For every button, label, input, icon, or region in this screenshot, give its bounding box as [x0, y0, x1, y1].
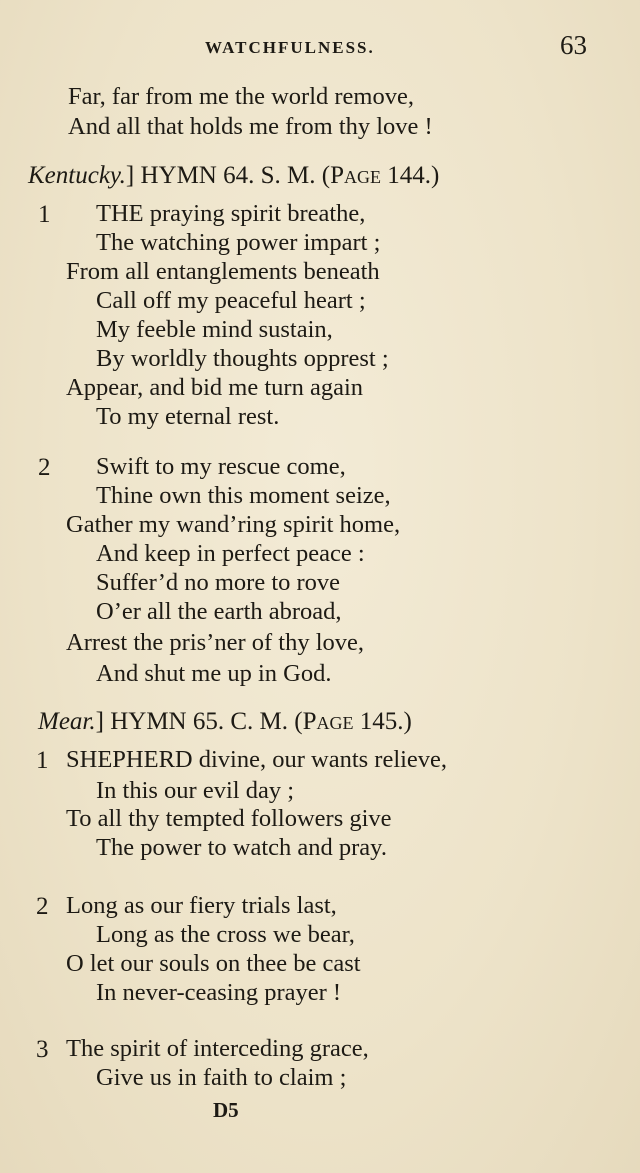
tune-name: Mear. — [38, 708, 96, 735]
verse-line: Call off my peaceful heart ; — [96, 287, 366, 314]
page-ref-number: 144.) — [380, 162, 440, 189]
hymn-64-heading — [28, 163, 439, 188]
verse-line: Suffer’d no more to rove — [96, 569, 341, 596]
verse-number: 1 — [36, 747, 49, 774]
verse-line: The power to watch and pray. — [96, 834, 387, 861]
verse-line: Long as our fiery trials last, — [66, 892, 337, 919]
verse-line: My feeble mind sustain, — [96, 316, 333, 343]
tune-name: Kentucky. — [28, 162, 126, 189]
verse-number: 2 — [38, 454, 51, 481]
page-ref-word: Page — [302, 708, 354, 735]
page-ref-number: 145.) — [353, 708, 412, 735]
verse-line: SHEPHERD divine, our wants relieve, — [66, 746, 448, 773]
verse-line: To all thy tempted followers give — [66, 805, 392, 832]
verse-number: 1 — [38, 201, 51, 228]
verse-line: And keep in perfect peace : — [96, 540, 365, 567]
hymn-title: HYMN 64. S. M. — [140, 162, 316, 189]
signature-mark: D5 — [213, 1098, 239, 1122]
carryover-line: And all that holds me from thy love ! — [68, 113, 433, 140]
hymn-title: HYMN 65. C. M. — [110, 708, 289, 735]
bracket: ] — [125, 162, 135, 189]
verse-line: By worldly thoughts opprest ; — [96, 345, 389, 372]
verse-line: In this our evil day ; — [96, 777, 295, 804]
verse-line: And shut me up in God. — [96, 660, 332, 687]
page-ref-open: ( — [321, 162, 331, 189]
verse-line: From all entanglements beneath — [66, 258, 380, 285]
hymn-65-heading — [38, 709, 412, 734]
verse-number: 3 — [36, 1036, 49, 1063]
verse-line: Arrest the pris’ner of thy love, — [66, 629, 364, 656]
verse-line: Thine own this moment seize, — [96, 482, 391, 509]
verse-line: THE praying spirit breathe, — [96, 200, 366, 227]
carryover-line: Far, far from me the world remove, — [68, 83, 414, 110]
verse-line: In never-ceasing prayer ! — [96, 979, 342, 1006]
verse-line: Gather my wand’ring spirit home, — [66, 511, 401, 538]
verse-line: To my eternal rest. — [96, 403, 280, 430]
verse-line: O’er all the earth abroad, — [96, 598, 342, 625]
verse-line: Give us in faith to claim ; — [96, 1064, 347, 1091]
verse-line: The spirit of interceding grace, — [66, 1035, 369, 1062]
page-ref-word: Page — [330, 162, 381, 189]
running-title: WATCHFULNESS. — [205, 38, 375, 57]
verse-line: Appear, and bid me turn again — [66, 374, 364, 401]
verse-line: Long as the cross we bear, — [96, 921, 355, 948]
verse-number: 2 — [36, 893, 49, 920]
page-number: 63 — [560, 30, 587, 60]
verse-line: Swift to my rescue come, — [96, 453, 346, 480]
verse-line: The watching power impart ; — [96, 229, 381, 256]
page-ref-open: ( — [294, 708, 303, 735]
bracket: ] — [95, 708, 104, 735]
verse-line: O let our souls on thee be cast — [66, 950, 361, 977]
